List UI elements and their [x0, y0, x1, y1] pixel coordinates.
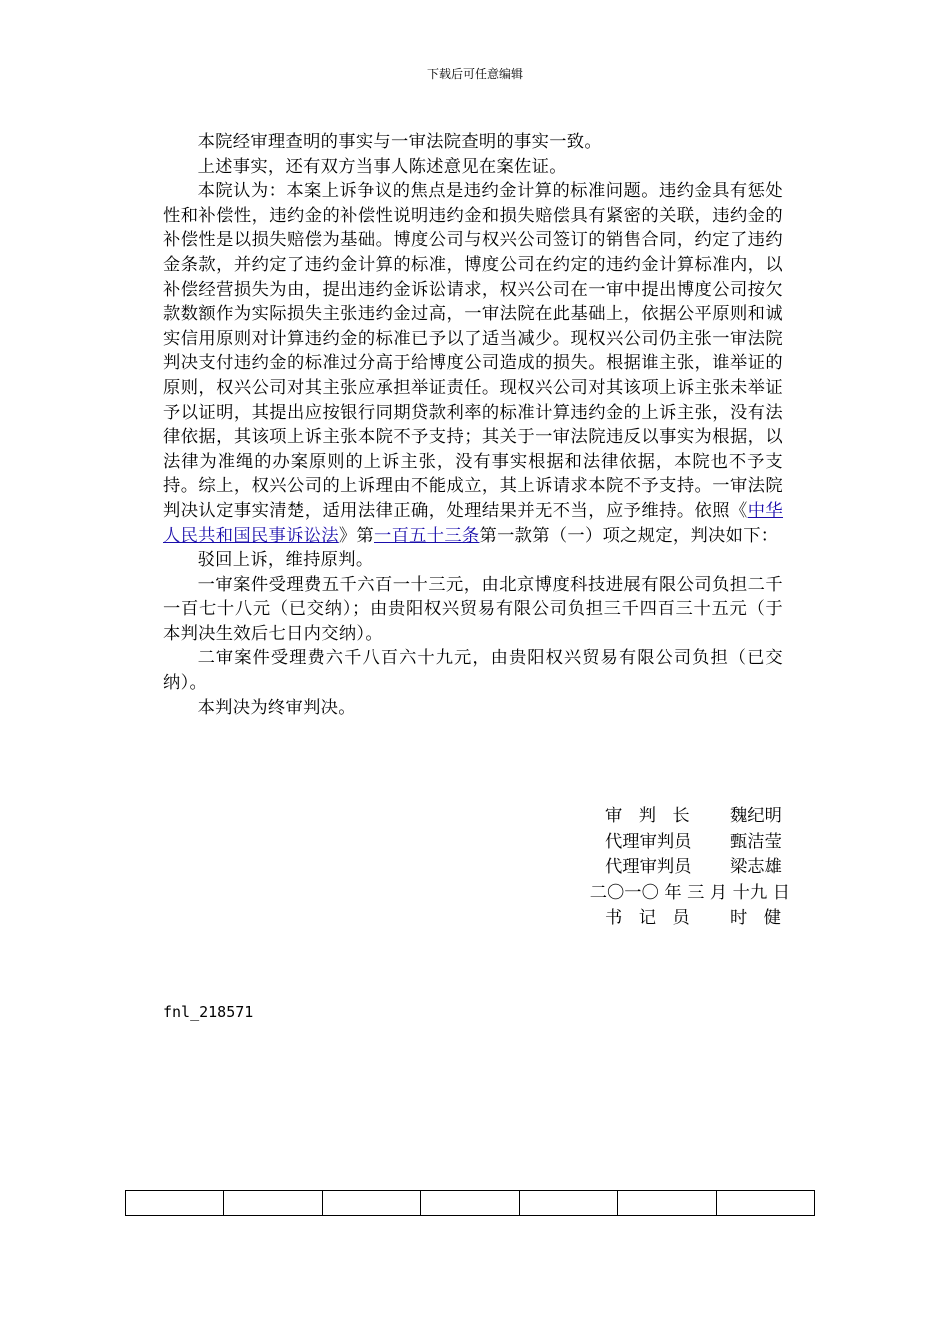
footer-table-cell [126, 1191, 224, 1216]
presiding-judge-name: 魏纪明 [730, 806, 782, 826]
signature-clerk [520, 906, 798, 932]
civil-procedure-law-link[interactable]: 中华人民共和国民事诉讼法 [163, 500, 783, 546]
paragraph-first-instance-fee: 一审案件受理费五千六百一十三元，由北京博度科技进展有限公司负担二千一百七十八元（已交纳）；由贵阳权兴贸易有限公司负担三千四百三十五元（于本判决生效后七日内交纳）。 [163, 574, 783, 644]
signature-acting-judge-1 [520, 830, 790, 856]
judgment-body [163, 130, 783, 720]
article-153-link[interactable]: 一百五十三条 [374, 525, 480, 546]
signature-acting-judge-2 [520, 855, 790, 881]
footer-table-row [126, 1191, 815, 1216]
paragraph-evidence: 上述事实，还有双方当事人陈述意见在案佐证。 [197, 156, 567, 177]
acting-judge-1-name: 甄洁莹 [730, 831, 782, 852]
presiding-judge-title: 审判长 [605, 806, 707, 826]
signature-presiding-judge [520, 804, 790, 830]
document-code: fnl_218571 [163, 1003, 254, 1021]
clerk-name: 时健 [730, 908, 798, 928]
footer-table [125, 1190, 815, 1216]
opinion-text-end: 第一款第（一）项之规定，判决如下： [479, 525, 779, 546]
opinion-text: 本院认为：本案上诉争议的焦点是违约金计算的标准问题。违约金具有惩处性和补偿性，违约金的补偿性说明违约金和损失赔偿具有紧密的关联，违约金的补偿性是以损失赔偿为基础。博度公司与权兴公司签订的销售合同，约定了违约金条款，并约定了违约金计算的标准，博度公司在约定的违约金计算标准内，以补偿经营损失为由，提出违约金诉讼请求，权兴公司在一审中提出博度公司按欠款数额作为实际损失主张违约金过高，一审法院在此基础上，依据公平原则和诚实信用原则对计算违约金的标准已予以了适当减少。现权兴公司仍主张一审法院判决支付违约金的标准过分高于给博度公司造成的损失。根据谁主张，谁举证的原则，权兴公司对其主张应承担举证责任。现权兴公司对其该项上诉主张未举证予以证明，其提出应按银行同期贷款利率的标准计算违约金的上诉主张，没有法律依据，其该项上诉主张本院不予支持；其关于一审法院违反以事实为根据，以法律为准绳的办案原则的上诉主张，没有事实根据和法律依据，本院也不予支持。综上，权兴公司的上诉理由不能成立，其上诉请求本院不予支持。一审法院判决认定事实清楚，适用法律正确，处理结果并无不当，应予维持。依照《 [163, 181, 783, 521]
footer-table-cell [421, 1191, 519, 1216]
opinion-text-between: 》第 [338, 525, 374, 546]
paragraph-final-judgment: 本判决为终审判决。 [197, 697, 356, 718]
signature-date-row [520, 881, 790, 907]
signature-block [520, 804, 798, 932]
footer-table-cell [322, 1191, 420, 1216]
acting-judge-2-name: 梁志雄 [730, 857, 782, 877]
paragraph-court-opinion [163, 179, 783, 548]
judgment-date: 二〇一〇 年 三 月 十九 日 [589, 882, 790, 903]
page-header: 下载后可任意编辑 [426, 67, 523, 81]
acting-judge-1-title: 代理审判员 [605, 831, 692, 852]
paragraph-ruling: 驳回上诉，维持原判。 [197, 550, 374, 571]
footer-table-cell [224, 1191, 322, 1216]
footer-table-cell [716, 1191, 814, 1216]
footer-table-cell [519, 1191, 617, 1216]
paragraph-second-instance-fee: 二审案件受理费六千八百六十九元，由贵阳权兴贸易有限公司负担（已交纳）。 [163, 648, 783, 694]
clerk-title: 书记员 [605, 908, 707, 928]
footer-table-cell [618, 1191, 716, 1216]
paragraph-facts-confirmed: 本院经审理查明的事实与一审法院查明的事实一致。 [197, 132, 602, 152]
acting-judge-2-title: 代理审判员 [605, 857, 692, 877]
